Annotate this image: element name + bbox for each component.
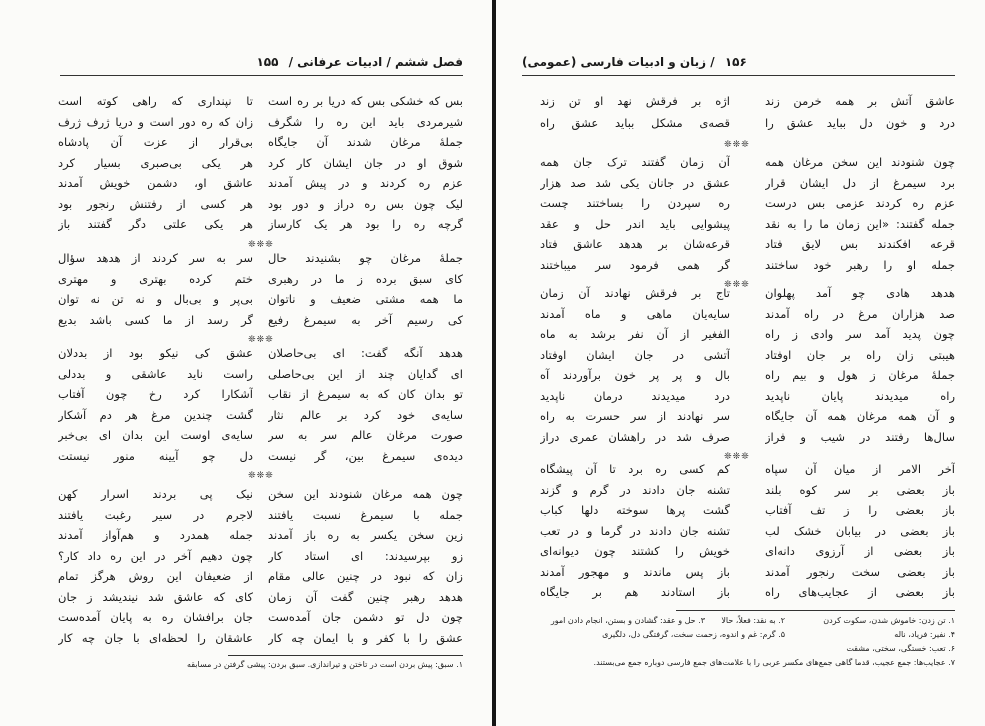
verse-line: هیبتی زان راه بر جان اوفتاد [765, 347, 955, 362]
verse-line: گر رسد از ما کسی باشد بدیع [58, 312, 253, 327]
verse-line: کای سبق برده ز ما در رهبری [268, 271, 463, 286]
verse-line: عشق در جانان یکی شد صد هزار [540, 175, 730, 190]
verse-line: عزم ره کردند و در پیش آمدند [268, 176, 463, 190]
verse-line: زان که نبود در چنین عالی مقام [268, 569, 463, 583]
verse-line: بی‌قرار از عزت آن پادشاه [58, 135, 253, 149]
right-page-header [522, 55, 747, 69]
verse-line: باز بعضی بر سر کوه بلند [765, 482, 955, 497]
verse-line: نیک پی بردند اسرار کهن [58, 487, 253, 501]
verse-line: کی رسیم آخر به سیمرغ رفیع [268, 312, 463, 327]
verse-line: زو بپرسیدند: ای استاد کار [268, 548, 463, 563]
verse-line: پیشوایی باید اندر حل و عقد [540, 216, 730, 231]
verse-line: سایه‌ی خود کرد بر عالم نثار [268, 407, 463, 422]
verse-line: تاج بر فرقش نهادند آن زمان [540, 286, 730, 300]
verse-line: گر همی فرمود سر میباختند [540, 257, 730, 272]
verse-line: برد سیمرغ از دل ایشان قرار [765, 175, 955, 190]
right-footnote-rule [676, 610, 955, 611]
verse-line: ره سپردن را بساختند چست [540, 196, 730, 210]
verse-line: تو بدان کان که به سیمرغ از نقاب [268, 387, 463, 401]
verse-line: جمله همدرد و هم‌آواز آمدند [58, 528, 253, 542]
verse-line: صد هزاران مرغ در راه آمدند [765, 306, 955, 321]
verse-line: هدهد رهبر چنین گفت آن زمان [268, 589, 463, 604]
verse-line: جمله او را رهبر خود ساختند [765, 257, 955, 272]
verse-line: تشنه جان دادند در گرما و در تعب [540, 523, 730, 538]
verse-line: هر یکی بی‌صبری بسیار کرد [58, 155, 253, 170]
verse-line: اژه بر فرقش نهد او تن زند [540, 94, 730, 108]
verse-line: عاشق او، دشمن خویش آمدند [58, 176, 253, 190]
left-header-rule [60, 75, 463, 76]
verse-line: لیک چون بس ره دراز و دور بود [268, 196, 463, 211]
verse-line: باز بعضی در بیابان خشک لب [765, 523, 955, 538]
verse-line: باز بعضی از عجایب‌های راه [765, 585, 955, 599]
footnote: ۵. گرم: غم و اندوه، زحمت سخت، گرفتگی دل، دلگیری [602, 630, 785, 639]
verse-line: باز استادند هم بر جایگاه [540, 585, 730, 599]
verse-line: سال‌ها رفتند در شیب و فراز [765, 429, 955, 444]
verse-line: ما همه مشتی ضعیف و ناتوان [268, 292, 463, 306]
verse-line: لاجرم در سیر رغبت یافتند [58, 507, 253, 522]
verse-line: عشق را با کفر و با ایمان چه کار [268, 630, 463, 645]
verse-line: الفغیر از آن نفر برشد به ماه [540, 327, 730, 341]
stanza-separator: ❊❊❊ [724, 140, 750, 150]
left-footnote-rule [228, 655, 463, 656]
verse-line: عاشقان را لحظه‌ای با جان چه کار [58, 630, 253, 645]
verse-line: شیرمردی باید این ره را شگرف [268, 114, 463, 129]
verse-line: باز بعضی را ز تف آفتاب [765, 503, 955, 517]
verse-line: چون شنودند این سخن مرغان همه [765, 155, 955, 169]
stanza-separator: ❊❊❊ [724, 452, 750, 462]
verse-line: بی‌پر و بی‌بال و نه تن نه توان [58, 292, 253, 306]
stanza-separator: ❊❊❊ [248, 239, 274, 250]
left-page-number: ۱۵۵ [256, 55, 279, 69]
verse-line: جان برافشان ره به پایان آمده‌ست [58, 610, 253, 624]
left-page-header [256, 55, 463, 69]
stanza-separator: ❊❊❊ [724, 280, 750, 290]
verse-line: راه میدیدند پایان ناپدید [765, 388, 955, 403]
verse-line: آتشی در جان ایشان اوفتاد [540, 347, 730, 362]
verse-line: قرعه افکندند بس لایق فتاد [765, 237, 955, 251]
footnote: ۲. به نقد: فعلاً، حالا [721, 616, 785, 625]
right-book-title: / زبان و ادبیات فارسی (عمومی) [522, 55, 715, 69]
verse-line: هدهد آنگه گفت: ای بی‌حاصلان [268, 346, 463, 360]
footnote: ۱. تن زدن: خاموش شدن، سکوت کردن [823, 616, 955, 625]
verse-line: خویش را کشتند چون دیوانه‌ای [540, 544, 730, 558]
verse-line: شوق او در جان ایشان کار کرد [268, 155, 463, 170]
verse-line: و آن همه مرغان همه آن جایگاه [765, 409, 955, 423]
verse-line: سر نهادند از سر حسرت به راه [540, 409, 730, 423]
verse-line: چون دهیم آخر در این ره داد کار؟ [58, 548, 253, 563]
footnote: ۳. حل و عقد: گشادن و بستن، انجام دادن امور [550, 616, 705, 625]
verse-line: درد و خون دل بباید عشق را [765, 116, 955, 130]
left-chapter-title: فصل ششم / ادبیات عرفانی / [288, 55, 463, 69]
verse-line: هر یکی علتی دگر گفتند باز [58, 217, 253, 231]
verse-line: زین سخن یکسر به ره باز آمدند [268, 528, 463, 542]
verse-line: بس که خشکی بس که دریا بر ره است [268, 94, 463, 108]
verse-line: چون همه مرغان شنودند این سخن [268, 487, 463, 501]
left-footnote: ۱. سبق: پیش بردن است در تاختن و تیراندازی. سبق بردن: پیشی گرفتن در مسابقه [186, 660, 463, 669]
verse-line: باز پس ماندند و مهجور آمدند [540, 564, 730, 579]
verse-line: گشت چندین مرغ هر دم آشکار [58, 407, 253, 422]
verse-line: از ضعیفان این روش هرگز تمام [58, 569, 253, 583]
verse-line: سر به سر کردند از هدهد سؤال [58, 251, 253, 265]
right-page [496, 0, 985, 726]
right-page-number: ۱۵۶ [724, 55, 747, 69]
verse-line: جمله با سیمرغ نسبت یافتند [268, 507, 463, 522]
verse-line: باز بعضی سخت رنجور آمدند [765, 564, 955, 579]
verse-line: کم کسی ره برد تا آن پیشگاه [540, 462, 730, 476]
verse-line: گشت پرها سوخته دلها کباب [540, 503, 730, 517]
verse-line: بال و پر پر خون برآوردند آه [540, 368, 730, 382]
verse-line: چون دل تو دشمن جان آمده‌ست [268, 610, 463, 624]
verse-line: عزم ره کردند عزمی بس درست [765, 196, 955, 210]
verse-line: باز بعضی از آرزوی دانه‌ای [765, 544, 955, 558]
verse-line: جملهٔ مرغان ز هول و بیم راه [765, 368, 955, 382]
verse-line: هدهد هادی چو آمد پهلوان [765, 286, 955, 300]
verse-line: آن زمان گفتند ترک جان همه [540, 155, 730, 169]
verse-line: دیده‌ی سیمرغ بین، گر نیست [268, 448, 463, 463]
stanza-separator: ❊❊❊ [248, 471, 274, 481]
verse-line: کای که عاشق شد نیندیشد ز جان [58, 589, 253, 604]
verse-line: سایه‌ی اوست این بدان ای بی‌خبر [58, 428, 253, 442]
footnote: ۷. عجایب‌ها: جمع عجیب، قدما گاهی جمع‌های مکسر عربی را با علامت‌های جمع فارسی دوباره جمع می‌بستند. [593, 658, 955, 667]
verse-line: ای گدایان چند از این بی‌حاصلی [268, 366, 463, 381]
verse-line: قصه‌ی مشکل بباید عشق راه [540, 116, 730, 130]
verse-line: جملهٔ مرغان چو بشنیدند حال [268, 251, 463, 265]
verse-line: عشق کی نیکو بود از بددلان [58, 346, 253, 360]
verse-line: راست ناید عاشقی و بددلی [58, 366, 253, 381]
verse-line: ختم کرده بهتری و مهتری [58, 271, 253, 286]
verse-line: قرعه‌شان بر هدهد عاشق فتاد [540, 237, 730, 251]
verse-line: گرچه ره را بود هر یک کارساز [268, 217, 463, 231]
footnote: ۶. تعب: خستگی، سختی، مشقت [846, 644, 955, 653]
verse-line: جملهٔ مرغان شدند آن جایگاه [268, 135, 463, 149]
footnote: ۴. نفیر: فریاد، ناله [894, 630, 955, 639]
verse-line: زان که ره دور است و دریا ژرف ژرف [58, 114, 253, 129]
verse-line: تشنه جان دادند در گرم و گزند [540, 482, 730, 497]
verse-line: چون پدید آمد سر وادی ز راه [765, 327, 955, 341]
verse-line: آشکارا کرد رخ چون آفتاب [58, 387, 253, 401]
verse-line: سایه‌یان ماهی و ماه آمدند [540, 306, 730, 321]
verse-line: درد میدیدند درمان ناپدید [540, 388, 730, 403]
verse-line: دل چو آیینه منور نیستت [58, 448, 253, 463]
right-header-rule [522, 75, 955, 76]
verse-line: تا نپنداری که راهی کوته است [58, 94, 253, 108]
verse-line: هر کسی از رفتنش رنجور بود [58, 196, 253, 211]
verse-line: عاشق آتش بر همه خرمن زند [765, 94, 955, 108]
stanza-separator: ❊❊❊ [248, 335, 274, 345]
verse-line: جمله گفتند: «این زمان ما را به نقد [765, 216, 955, 231]
verse-line: صرف شد در راهشان عمری دراز [540, 429, 730, 444]
verse-line: آخر الامر از میان آن سپاه [765, 462, 955, 476]
verse-line: صورت مرغان عالم سر به سر [268, 428, 463, 442]
